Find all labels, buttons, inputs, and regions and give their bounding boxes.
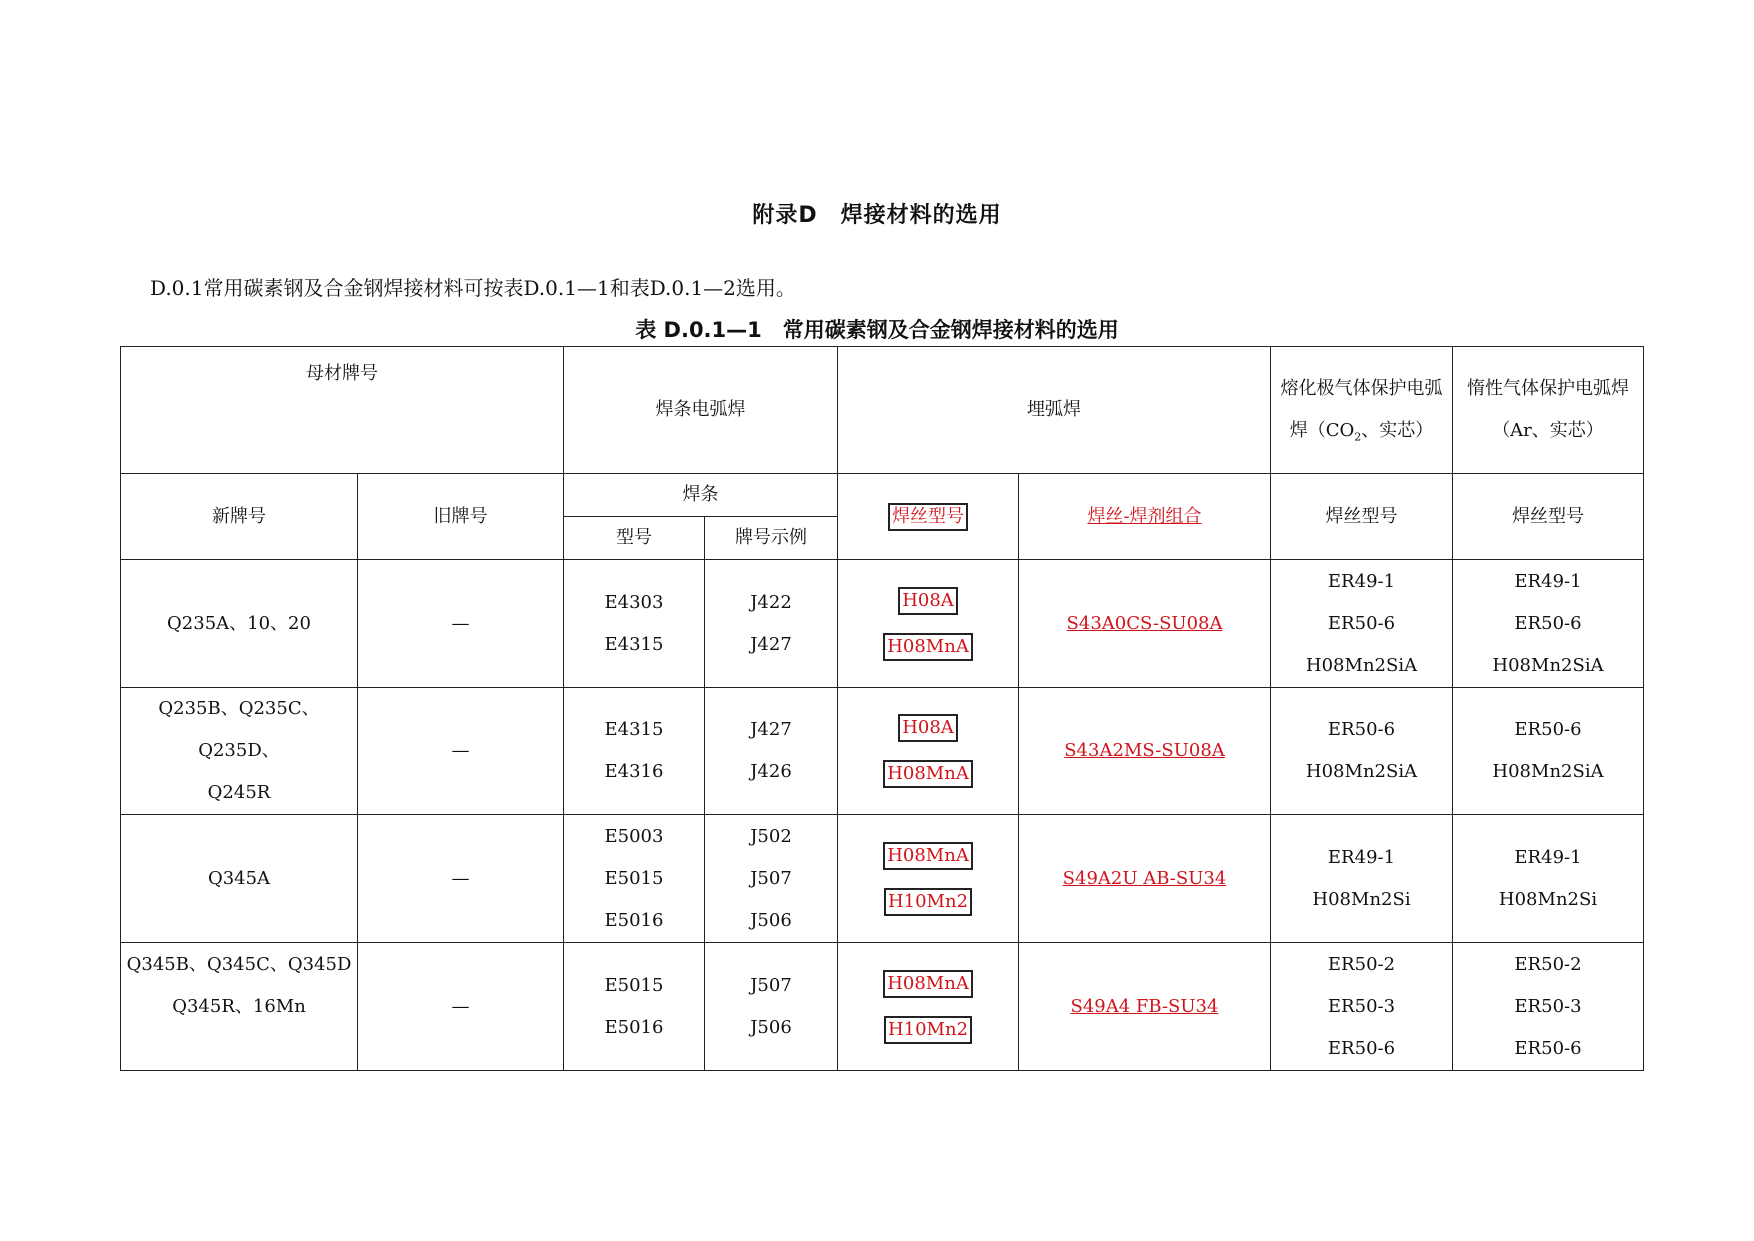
header-wire-model bbox=[838, 474, 1019, 560]
wire-model-text-label: H08MnA bbox=[883, 633, 973, 661]
gmaw-wire-text: ER50-6 bbox=[1327, 1037, 1396, 1059]
gmaw-wire-text: H08Mn2SiA bbox=[1305, 761, 1418, 782]
cell-new-grade bbox=[121, 815, 358, 943]
cell-old-grade bbox=[358, 943, 564, 1071]
header-base-metal: 母材牌号 bbox=[121, 347, 564, 474]
header-tig: 惰性气体保护电弧焊（Ar、实芯） bbox=[1453, 347, 1644, 474]
brand-example-text: J506 bbox=[750, 909, 792, 931]
tig-wire-text: H08Mn2Si bbox=[1498, 888, 1598, 910]
electrode-model-text: E5016 bbox=[604, 909, 664, 931]
table-row bbox=[121, 943, 1644, 1071]
header-old-grade: 旧牌号 bbox=[358, 474, 564, 560]
brand-example-text: J426 bbox=[750, 761, 792, 782]
cell-wire-flux bbox=[1019, 560, 1271, 688]
electrode-model-text: E4315 bbox=[604, 719, 664, 740]
electrode-model-text: E4303 bbox=[604, 591, 664, 613]
header-gmaw bbox=[1271, 347, 1453, 474]
cell-brand-example bbox=[705, 688, 838, 815]
wire-flux-label: 焊丝-焊剂组合 bbox=[1087, 505, 1202, 527]
gmaw-wire-text: ER50-6 bbox=[1327, 719, 1396, 740]
header-model: 型号 bbox=[564, 517, 705, 560]
wire-model-label: 焊丝型号 bbox=[888, 503, 968, 531]
cell-old-grade-text: — bbox=[451, 995, 470, 1017]
new-grade-text: Q345R、16Mn bbox=[172, 995, 306, 1017]
cell-brand-example bbox=[705, 815, 838, 943]
table-row bbox=[121, 560, 1644, 688]
table-title: 表 D.0.1—1 常用碳素钢及合金钢焊接材料的选用 bbox=[635, 318, 1119, 342]
new-grade-text: Q245R bbox=[207, 782, 271, 803]
wire-model-text bbox=[842, 578, 1014, 624]
wire-model-text-label: H10Mn2 bbox=[884, 1016, 972, 1044]
cell-wire-flux-text: S49A2U AB-SU34 bbox=[1062, 867, 1227, 889]
wire-model-text bbox=[842, 961, 1014, 1007]
header-submerged-arc: 埋弧焊 bbox=[838, 347, 1271, 474]
tig-wire-text: ER49-1 bbox=[1514, 846, 1582, 868]
electrode-model-text: E4315 bbox=[604, 633, 664, 655]
gmaw-wire-text: ER50-6 bbox=[1327, 612, 1396, 634]
intro-paragraph: D.0.1常用碳素钢及合金钢焊接材料可按表D.0.1—1和表D.0.1—2选用。 bbox=[150, 276, 796, 300]
new-grade-text: Q345A bbox=[207, 867, 271, 889]
header-electrode: 焊条 bbox=[564, 474, 838, 517]
electrode-model-text: E5015 bbox=[604, 974, 664, 996]
wire-model-text-label: H08A bbox=[898, 587, 958, 615]
cell-wire-model bbox=[838, 560, 1019, 688]
wire-model-text-label: H08MnA bbox=[883, 842, 973, 870]
cell-electrode-model bbox=[564, 560, 705, 688]
table-row bbox=[121, 688, 1644, 815]
wire-model-text-label: H08MnA bbox=[883, 970, 973, 998]
brand-example-text: J507 bbox=[750, 867, 792, 889]
header-new-grade: 新牌号 bbox=[121, 474, 358, 560]
cell-old-grade-text: — bbox=[451, 740, 470, 761]
cell-electrode-model bbox=[564, 943, 705, 1071]
electrode-model-text: E5015 bbox=[604, 867, 664, 889]
new-grade-text bbox=[125, 1028, 353, 1070]
cell-wire-flux-text: S49A4 FB-SU34 bbox=[1070, 995, 1219, 1017]
appendix-title: 附录D 焊接材料的选用 bbox=[752, 203, 1002, 228]
tig-wire-text: ER50-2 bbox=[1514, 953, 1582, 975]
new-grade-text: Q235B、Q235C、Q235D、 bbox=[158, 698, 320, 761]
wire-model-text bbox=[842, 624, 1014, 670]
cell-wire-flux bbox=[1019, 815, 1271, 943]
gmaw-wire-text: H08Mn2SiA bbox=[1305, 654, 1418, 676]
cell-old-grade bbox=[358, 688, 564, 815]
header-tig-wire: 焊丝型号 bbox=[1453, 474, 1644, 560]
tig-wire-text: ER50-6 bbox=[1514, 1037, 1582, 1059]
header-brand-example: 牌号示例 bbox=[705, 517, 838, 560]
brand-example-text: J506 bbox=[750, 1016, 792, 1038]
wire-model-text bbox=[842, 833, 1014, 879]
cell-wire-model bbox=[838, 815, 1019, 943]
wire-model-text bbox=[842, 705, 1014, 751]
cell-old-grade-text: — bbox=[451, 612, 470, 634]
cell-brand-example bbox=[705, 560, 838, 688]
cell-tig-wire bbox=[1453, 560, 1644, 688]
wire-model-text bbox=[842, 1007, 1014, 1053]
cell-old-grade-text: — bbox=[451, 867, 470, 889]
cell-brand-example bbox=[705, 943, 838, 1071]
cell-tig-wire bbox=[1453, 688, 1644, 815]
gmaw-wire-text: ER50-2 bbox=[1327, 953, 1396, 975]
cell-new-grade bbox=[121, 943, 358, 1071]
table-body bbox=[121, 560, 1644, 1071]
table-row bbox=[121, 815, 1644, 943]
wire-model-text-label: H08A bbox=[898, 714, 958, 742]
brand-example-text: J427 bbox=[750, 633, 792, 655]
gmaw-wire-text: ER49-1 bbox=[1327, 846, 1396, 868]
new-grade-text: Q235A、10、20 bbox=[167, 612, 311, 634]
gmaw-wire-text: ER50-3 bbox=[1327, 995, 1396, 1017]
tig-wire-text: H08Mn2SiA bbox=[1492, 654, 1604, 676]
cell-electrode-model bbox=[564, 688, 705, 815]
cell-wire-model bbox=[838, 688, 1019, 815]
electrode-model-text: E5016 bbox=[604, 1016, 664, 1038]
cell-tig-wire bbox=[1453, 943, 1644, 1071]
cell-wire-flux-text: S43A2MS-SU08A bbox=[1064, 740, 1225, 761]
cell-gmaw-wire bbox=[1271, 688, 1453, 815]
tig-wire-text: ER50-6 bbox=[1514, 719, 1582, 740]
gmaw-text-a: 熔化极气体保护电弧焊（CO bbox=[1280, 378, 1443, 441]
cell-wire-model bbox=[838, 943, 1019, 1071]
electrode-model-text: E5003 bbox=[604, 825, 664, 847]
brand-example-text: J427 bbox=[750, 719, 792, 740]
cell-gmaw-wire bbox=[1271, 943, 1453, 1071]
header-electrode-welding: 焊条电弧焊 bbox=[564, 347, 838, 474]
gmaw-wire-text: ER49-1 bbox=[1327, 570, 1396, 592]
wire-model-text bbox=[842, 879, 1014, 925]
cell-new-grade bbox=[121, 688, 358, 815]
tig-wire-text: ER49-1 bbox=[1514, 570, 1582, 592]
gmaw-text-b: 、实芯） bbox=[1361, 420, 1434, 441]
tig-wire-text: ER50-6 bbox=[1514, 612, 1582, 634]
header-gmaw-wire: 焊丝型号 bbox=[1271, 474, 1453, 560]
cell-wire-flux bbox=[1019, 688, 1271, 815]
wire-model-text-label: H10Mn2 bbox=[884, 888, 972, 916]
wire-model-text-label: H08MnA bbox=[883, 760, 973, 788]
electrode-model-text: E4316 bbox=[604, 761, 664, 782]
cell-tig-wire bbox=[1453, 815, 1644, 943]
cell-old-grade bbox=[358, 560, 564, 688]
tig-wire-text: ER50-3 bbox=[1514, 995, 1582, 1017]
brand-example-text: J502 bbox=[750, 825, 792, 847]
header-wire-flux bbox=[1019, 474, 1271, 560]
welding-material-table bbox=[120, 346, 1644, 1071]
gmaw-subscript: 2 bbox=[1354, 430, 1362, 444]
tig-wire-text: H08Mn2SiA bbox=[1492, 761, 1604, 782]
cell-new-grade bbox=[121, 560, 358, 688]
cell-wire-flux bbox=[1019, 943, 1271, 1071]
cell-wire-flux-text: S43A0CS-SU08A bbox=[1066, 612, 1223, 634]
cell-electrode-model bbox=[564, 815, 705, 943]
brand-example-text: J422 bbox=[750, 591, 792, 613]
cell-old-grade bbox=[358, 815, 564, 943]
gmaw-wire-text: H08Mn2Si bbox=[1312, 888, 1411, 910]
new-grade-text: Q345B、Q345C、Q345D bbox=[126, 953, 352, 975]
wire-model-text bbox=[842, 751, 1014, 797]
brand-example-text: J507 bbox=[750, 974, 792, 996]
cell-gmaw-wire bbox=[1271, 815, 1453, 943]
cell-gmaw-wire bbox=[1271, 560, 1453, 688]
